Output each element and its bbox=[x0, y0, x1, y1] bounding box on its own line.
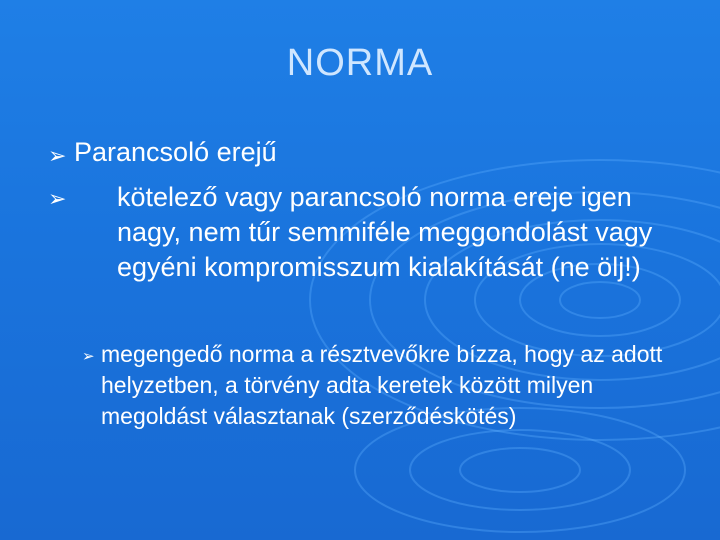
arrow-bullet-icon: ➢ bbox=[48, 187, 67, 212]
bullet-text-megengedo: megengedő norma a résztvevőkre bízza, hogy az adott helyzetben, a törvény adta keretek között milyen megoldást választanak (szerződéskötés) bbox=[101, 341, 663, 429]
bullet-text-parancsolo: Parancsoló erejű bbox=[74, 137, 277, 167]
bullet-text-kotelezo: kötelező vagy parancsoló norma ereje igen nagy, nem tűr semmiféle meggondolást vagy egyéni kompromisszum kialakítását (ne ölj!) bbox=[117, 182, 653, 282]
arrow-bullet-icon: ➢ bbox=[82, 347, 95, 365]
arrow-bullet-icon: ➢ bbox=[48, 144, 67, 169]
slide-title: NORMA bbox=[286, 42, 434, 84]
